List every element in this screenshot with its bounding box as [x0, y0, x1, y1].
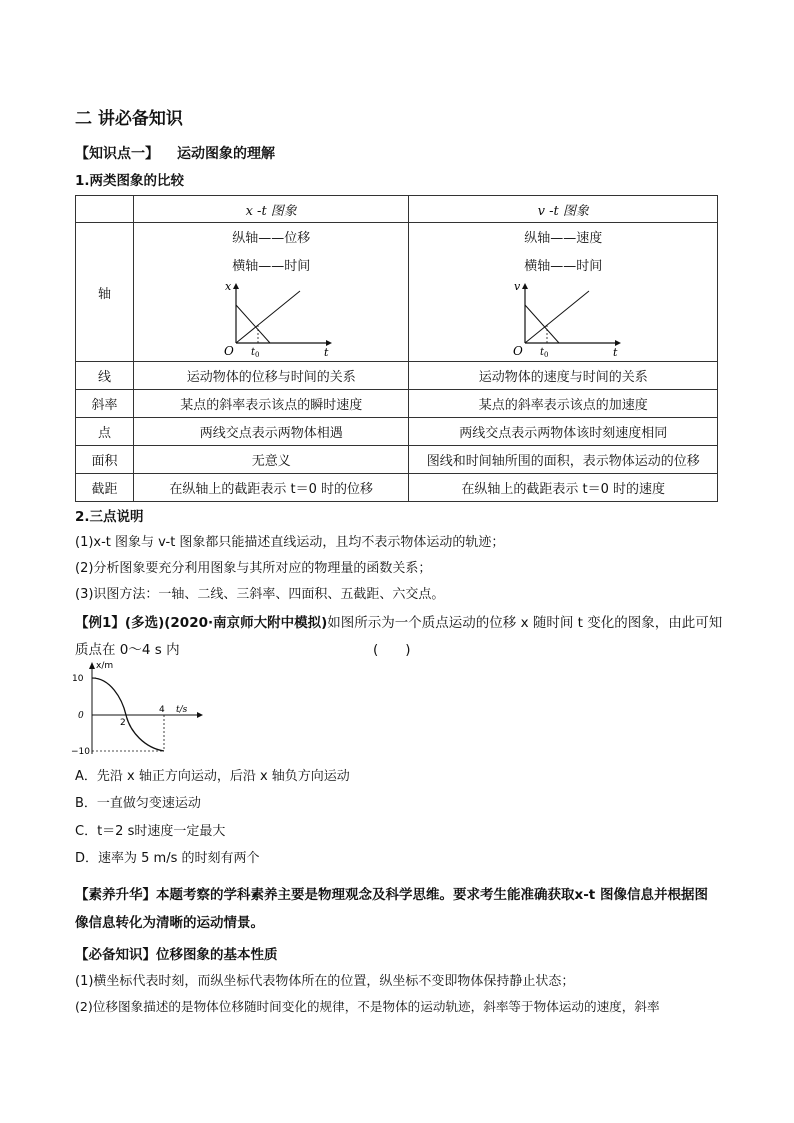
example-label: 【例1】 — [75, 615, 125, 631]
example-tick-4-label: 4 — [159, 705, 165, 715]
option-c: C．t＝2 s时速度一定最大 — [75, 824, 226, 839]
x-graph-line-falling — [236, 305, 270, 343]
note-item: (1)x-t 图象与 v-t 图象都只能描述直线运动，且均不表示物体运动的轨迹； — [75, 535, 505, 550]
x-graph-x-arrow — [233, 283, 239, 289]
x-axis-line2: 横轴——时间 — [232, 259, 311, 274]
example-tick-neg10-label: −10 — [71, 747, 90, 757]
row-label: 轴 — [76, 223, 134, 362]
literacy-label: 【素养升华】 — [75, 887, 156, 903]
knowledge-point-label: 【知识点一】 — [75, 146, 159, 162]
row-x-cell: 在纵轴上的截距表示 t＝0 时的位移 — [133, 474, 409, 502]
example-tag: (多选)(2020·南京师大附中模拟) — [124, 615, 328, 631]
example-stem2: 质点在 0～4 s 内 — [75, 642, 180, 658]
x-graph-line-rising — [236, 291, 300, 343]
example-tick-10-label: 10 — [72, 674, 84, 684]
v-graph-v-arrow — [522, 283, 528, 289]
row-label: 线 — [76, 362, 134, 390]
example-x-arrow — [89, 662, 95, 669]
v-axis-line1: 纵轴——速度 — [524, 231, 603, 246]
v-axis-cell — [409, 223, 718, 362]
example-t-label: t/s — [176, 705, 188, 715]
v-axis-line2: 横轴——时间 — [524, 259, 603, 274]
example-stem-line1 — [75, 611, 722, 631]
example-t-arrow — [197, 712, 203, 718]
table-row-point — [76, 418, 718, 446]
v-t-mini-graph — [511, 281, 621, 357]
example-x-t-graph — [70, 658, 210, 760]
x-graph-origin: O — [223, 344, 234, 357]
essentials-heading — [75, 943, 278, 963]
comparison-table — [75, 195, 718, 502]
table-row-axis — [76, 223, 718, 362]
row-v-cell: 两线交点表示两物体该时刻速度相同 — [409, 418, 718, 446]
table-header-row — [76, 196, 718, 223]
notes-heading: 2.三点说明 — [75, 509, 144, 525]
v-graph-line-rising — [525, 291, 589, 343]
essentials-item: (2)位移图象描述的是物体位移随时间变化的规律，不是物体的运动轨迹，斜率等于物体运动的速度，斜率 — [75, 999, 660, 1014]
knowledge-point-heading — [75, 143, 275, 163]
row-v-cell: 某点的斜率表示该点的加速度 — [409, 390, 718, 418]
x-graph-y-label: x — [224, 281, 232, 293]
option-d: D．速率为 5 m/s 的时刻有两个 — [75, 851, 260, 866]
essentials-item: (1)横坐标代表时刻，而纵坐标代表物体所在的位置，纵坐标不变即物体保持静止状态； — [75, 974, 575, 989]
x-axis-cell — [133, 223, 409, 362]
row-label: 斜率 — [76, 390, 134, 418]
table-row-intercept — [76, 474, 718, 502]
example-tick-2-label: 2 — [120, 718, 126, 728]
v-graph-line-falling — [525, 305, 559, 343]
row-label: 面积 — [76, 446, 134, 474]
compare-heading: 1.两类图象的比较 — [75, 173, 185, 189]
literacy-line1 — [75, 883, 708, 903]
row-v-cell: 图线和时间轴所围的面积，表示物体运动的位移 — [409, 446, 718, 474]
v-graph-origin: O — [513, 344, 524, 357]
row-x-cell: 运动物体的位移与时间的关系 — [133, 362, 409, 390]
table-row-line — [76, 362, 718, 390]
x-graph-t0: $t_0$ — [250, 347, 260, 357]
col-v-title: v -t 图象 — [409, 196, 718, 223]
row-label: 点 — [76, 418, 134, 446]
knowledge-point-title: 运动图象的理解 — [177, 146, 275, 162]
v-graph-t0: $t_0$ — [540, 347, 549, 357]
literacy-line2: 像信息转化为清晰的运动情景。 — [75, 915, 264, 931]
essentials-label: 【必备知识】 — [75, 947, 156, 963]
literacy-text1: 本题考察的学科素养主要是物理观念及科学思维。要求考生能准确获取x-t 图像信息并根据图 — [156, 887, 708, 903]
row-v-cell: 在纵轴上的截距表示 t＝0 时的速度 — [409, 474, 718, 502]
note-item: (3)识图方法：一轴、二线、三斜率、四面积、五截距、六交点。 — [75, 587, 445, 602]
row-x-cell: 某点的斜率表示该点的瞬时速度 — [133, 390, 409, 418]
note-item: (2)分析图象要充分利用图象与其所对应的物理量的函数关系； — [75, 561, 432, 576]
v-graph-t-label: t — [613, 346, 618, 357]
option-a: A．先沿 x 轴正方向运动，后沿 x 轴负方向运动 — [75, 769, 350, 784]
table-row-area — [76, 446, 718, 474]
row-x-cell: 无意义 — [133, 446, 409, 474]
table-corner-cell — [76, 196, 134, 223]
x-graph-t-label: t — [323, 346, 329, 357]
example-tick-0-label: 0 — [78, 711, 84, 721]
example-stem1: 如图所示为一个质点运动的位移 x 随时间 t 变化的图象，由此可知 — [327, 615, 723, 631]
section-title: 二 讲必备知识 — [75, 109, 183, 129]
x-t-mini-graph — [222, 281, 332, 357]
option-b: B．一直做匀变速运动 — [75, 796, 201, 811]
col-x-title: x -t 图象 — [133, 196, 409, 223]
example-y-label: x/m — [96, 661, 114, 671]
x-axis-line1: 纵轴——位移 — [232, 231, 311, 246]
table-row-slope — [76, 390, 718, 418]
row-x-cell: 两线交点表示两物体相遇 — [133, 418, 409, 446]
row-v-cell: 运动物体的速度与时间的关系 — [409, 362, 718, 390]
row-label: 截距 — [76, 474, 134, 502]
essentials-title: 位移图象的基本性质 — [156, 947, 278, 963]
answer-blank: ( ) — [373, 642, 411, 658]
v-graph-y-label: v — [514, 281, 521, 293]
